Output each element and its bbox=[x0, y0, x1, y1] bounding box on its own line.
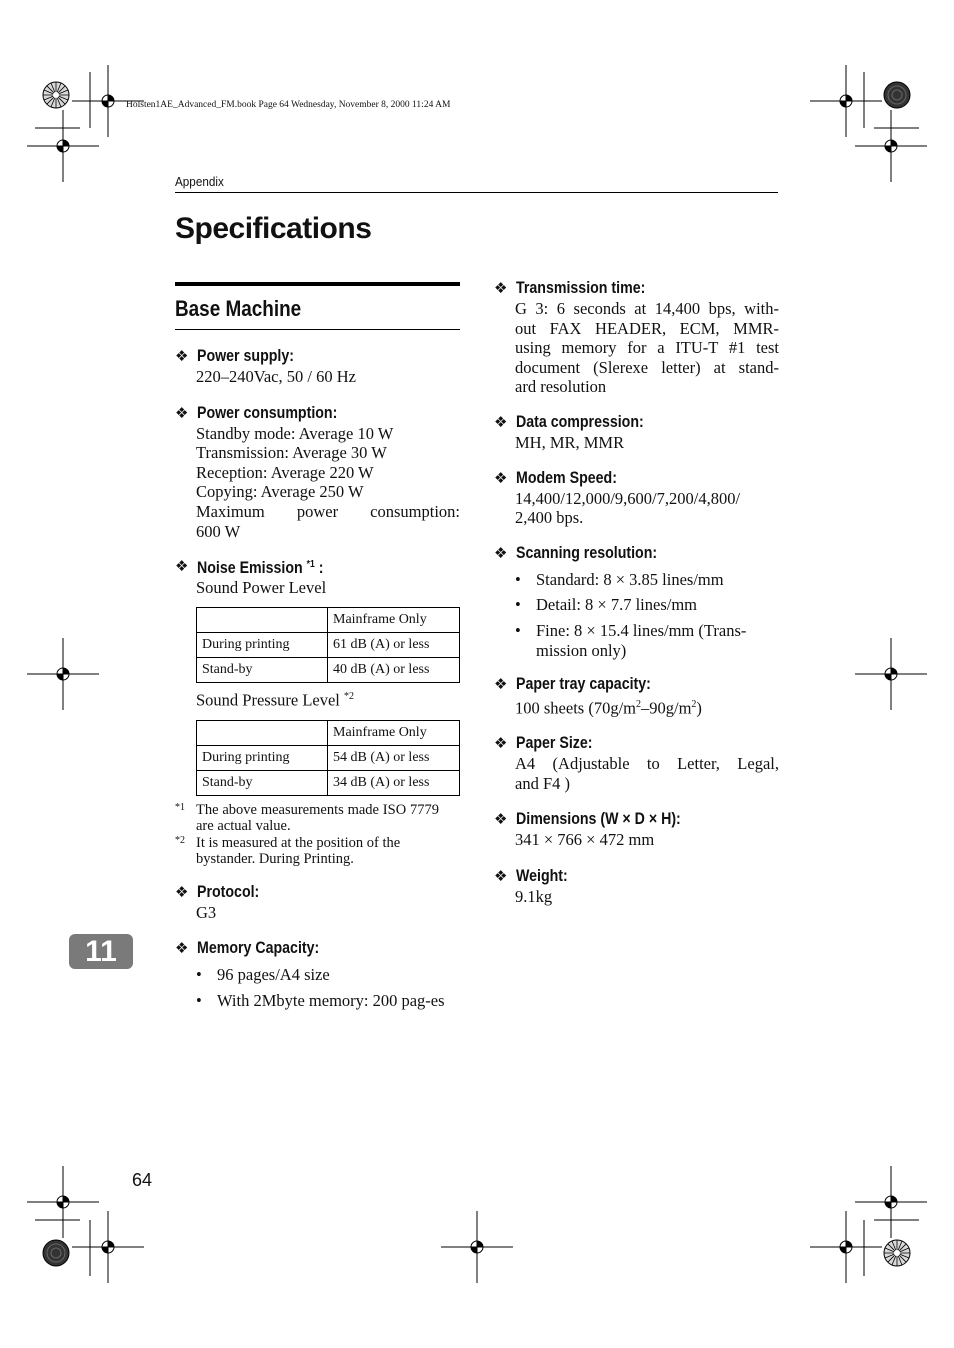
diamond-bullet-icon: ❖ bbox=[175, 939, 189, 958]
right-column bbox=[494, 277, 779, 907]
list-item bbox=[515, 570, 779, 590]
diamond-bullet-icon: ❖ bbox=[494, 867, 508, 885]
spec-line: document (Slerexe letter) at stand- bbox=[515, 357, 779, 377]
diamond-bullet-icon: ❖ bbox=[175, 557, 189, 576]
spec-value bbox=[494, 299, 779, 397]
table-header: Mainframe Only bbox=[328, 607, 460, 632]
table-header-row bbox=[197, 720, 460, 745]
label-suffix: : bbox=[314, 558, 324, 577]
running-header: Appendix bbox=[175, 174, 224, 189]
spec-line: and F4 ) bbox=[515, 773, 570, 793]
footnote bbox=[175, 835, 460, 867]
spec-value: 9.1kg bbox=[515, 887, 553, 906]
value-part: 100 sheets (70g/m bbox=[515, 698, 636, 718]
book-info: Holsten1AE_Advanced_FM.book Page 64 Wednesday, November 8, 2000 11:24 AM bbox=[126, 100, 451, 110]
table-row bbox=[197, 770, 460, 795]
superscript: 2 bbox=[636, 699, 641, 711]
spec-noise-emission bbox=[175, 555, 460, 867]
spec-label: Power consumption: bbox=[197, 403, 338, 422]
spec-label: Weight: bbox=[516, 867, 568, 885]
spec-dimensions bbox=[494, 808, 779, 850]
sound-pressure-table bbox=[196, 720, 460, 796]
bullet-dot-icon: • bbox=[196, 991, 202, 1011]
spec-line: G 3: 6 seconds at 14,400 bps, with- bbox=[515, 299, 779, 318]
footnote-mark: *1 bbox=[175, 801, 185, 813]
spec-label bbox=[197, 554, 323, 579]
table-cell: Stand-by bbox=[197, 657, 328, 682]
list-item-text: With 2Mbyte memory: 200 pag-es bbox=[217, 991, 445, 1011]
spec-protocol bbox=[175, 881, 460, 923]
sound-pressure-text: Sound Pressure Level bbox=[196, 690, 340, 710]
footnote bbox=[175, 802, 460, 834]
diamond-bullet-icon: ❖ bbox=[494, 412, 508, 431]
spec-label: Scanning resolution: bbox=[516, 543, 658, 562]
table-cell: Stand-by bbox=[197, 770, 328, 795]
list-item bbox=[196, 991, 460, 1011]
table-header-row bbox=[197, 607, 460, 632]
spec-line: 2,400 bps. bbox=[515, 508, 584, 528]
spec-scanning-resolution bbox=[494, 542, 779, 660]
spec-line: Transmission: Average 30 W bbox=[196, 443, 387, 463]
bullet-dot-icon: • bbox=[515, 569, 521, 589]
diamond-bullet-icon: ❖ bbox=[494, 675, 508, 694]
value-part: –90g/m bbox=[641, 698, 692, 718]
spec-line: 600 W bbox=[196, 521, 241, 541]
table-row bbox=[197, 657, 460, 682]
spec-label: Modem Speed: bbox=[516, 468, 617, 487]
spec-transmission-time bbox=[494, 277, 779, 397]
spec-line: 14,400/12,000/9,600/7,200/4,800/ bbox=[515, 488, 741, 508]
spec-value bbox=[494, 754, 779, 793]
diamond-bullet-icon: ❖ bbox=[494, 543, 508, 562]
table-cell: 40 dB (A) or less bbox=[328, 657, 460, 682]
spec-label: Dimensions (W × D × H): bbox=[516, 810, 681, 829]
spec-label: Protocol: bbox=[197, 882, 260, 901]
list-item bbox=[515, 621, 779, 660]
table-row bbox=[197, 632, 460, 657]
diamond-bullet-icon: ❖ bbox=[494, 468, 508, 487]
table-cell: During printing bbox=[197, 745, 328, 770]
spec-line: A4 (Adjustable to Letter, Legal, bbox=[515, 754, 779, 774]
left-column bbox=[175, 282, 460, 1011]
spec-paper-tray-capacity bbox=[494, 673, 779, 718]
table-cell: 61 dB (A) or less bbox=[328, 632, 460, 657]
section-rule-bottom bbox=[175, 329, 460, 330]
table-cell: 54 dB (A) or less bbox=[328, 745, 460, 770]
spec-power-consumption bbox=[175, 402, 460, 542]
table-header: Mainframe Only bbox=[328, 720, 460, 745]
spec-label: Power supply: bbox=[197, 347, 294, 365]
table-cell bbox=[197, 607, 328, 632]
memory-capacity-list bbox=[175, 965, 460, 1010]
spec-label: Paper tray capacity: bbox=[516, 675, 651, 694]
spec-line: Reception: Average 220 W bbox=[196, 462, 374, 482]
page-title: Specifications bbox=[175, 212, 372, 245]
section-rule-top bbox=[175, 282, 460, 286]
spec-power-supply bbox=[175, 345, 460, 387]
spec-value bbox=[494, 489, 779, 528]
spec-value: MH, MR, MMR bbox=[515, 432, 625, 452]
diamond-bullet-icon: ❖ bbox=[494, 279, 508, 297]
spec-line: Standby mode: Average 10 W bbox=[196, 423, 394, 443]
footnote-mark: *2 bbox=[175, 834, 185, 846]
bullet-dot-icon: • bbox=[196, 965, 202, 985]
diamond-bullet-icon: ❖ bbox=[494, 810, 508, 829]
diamond-bullet-icon: ❖ bbox=[494, 734, 508, 753]
list-item bbox=[515, 595, 779, 615]
list-item-text: 96 pages/A4 size bbox=[217, 965, 330, 985]
spec-paper-size bbox=[494, 732, 779, 793]
spec-line: out FAX HEADER, ECM, MMR- bbox=[515, 318, 779, 338]
superscript: 2 bbox=[691, 699, 697, 711]
spec-weight bbox=[494, 865, 779, 907]
page-number: 64 bbox=[132, 1170, 153, 1190]
table-cell: During printing bbox=[197, 632, 328, 657]
spec-label: Paper Size: bbox=[516, 734, 593, 753]
footnote-text: It is measured at the position of the bystander. During Printing. bbox=[196, 834, 401, 867]
header-rule bbox=[175, 192, 778, 193]
value-part: ) bbox=[696, 698, 702, 718]
footnote-ref: *1 bbox=[306, 558, 315, 570]
spec-value: 341 × 766 × 472 mm bbox=[515, 830, 655, 850]
spec-label: Transmission time: bbox=[516, 279, 646, 297]
diamond-bullet-icon: ❖ bbox=[175, 347, 189, 365]
spec-line: Maximum power consumption: bbox=[196, 501, 460, 521]
list-item bbox=[196, 965, 460, 985]
diamond-bullet-icon: ❖ bbox=[175, 403, 189, 422]
chapter-tab: 11 bbox=[69, 934, 133, 969]
spec-memory-capacity bbox=[175, 937, 460, 1010]
sound-power-label: Sound Power Level bbox=[196, 578, 327, 598]
list-item-text: Fine: 8 × 15.4 lines/mm (Trans-mission only) bbox=[536, 620, 747, 660]
sound-pressure-label bbox=[175, 687, 460, 710]
spec-data-compression bbox=[494, 411, 779, 453]
table-row bbox=[197, 745, 460, 770]
spec-line: Copying: Average 250 W bbox=[196, 482, 364, 502]
spec-value: G3 bbox=[196, 902, 217, 922]
spec-line: using memory for a ITU-T #1 test bbox=[515, 338, 779, 358]
bullet-dot-icon: • bbox=[515, 620, 521, 640]
spec-label: Memory Capacity: bbox=[197, 939, 320, 958]
table-cell: 34 dB (A) or less bbox=[328, 770, 460, 795]
noise-label: Noise Emission bbox=[197, 558, 303, 577]
scanning-resolution-list bbox=[494, 570, 779, 660]
spec-value bbox=[175, 424, 460, 542]
diamond-bullet-icon: ❖ bbox=[175, 882, 189, 901]
sound-power-table bbox=[196, 607, 460, 683]
spec-value bbox=[494, 695, 779, 718]
list-item-text: Standard: 8 × 3.85 lines/mm bbox=[536, 569, 724, 589]
spec-modem-speed bbox=[494, 467, 779, 528]
bullet-dot-icon: • bbox=[515, 595, 521, 615]
footnote-ref: *2 bbox=[344, 690, 355, 702]
footnote-text: The above measurements made ISO 7779 are actual value. bbox=[196, 801, 439, 834]
list-item-text: Detail: 8 × 7.7 lines/mm bbox=[536, 595, 697, 615]
spec-label: Data compression: bbox=[516, 412, 644, 431]
spec-value: 220–240Vac, 50 / 60 Hz bbox=[196, 367, 356, 386]
spec-line: ard resolution bbox=[515, 377, 607, 397]
table-cell bbox=[197, 720, 328, 745]
section-heading: Base Machine bbox=[175, 296, 302, 321]
